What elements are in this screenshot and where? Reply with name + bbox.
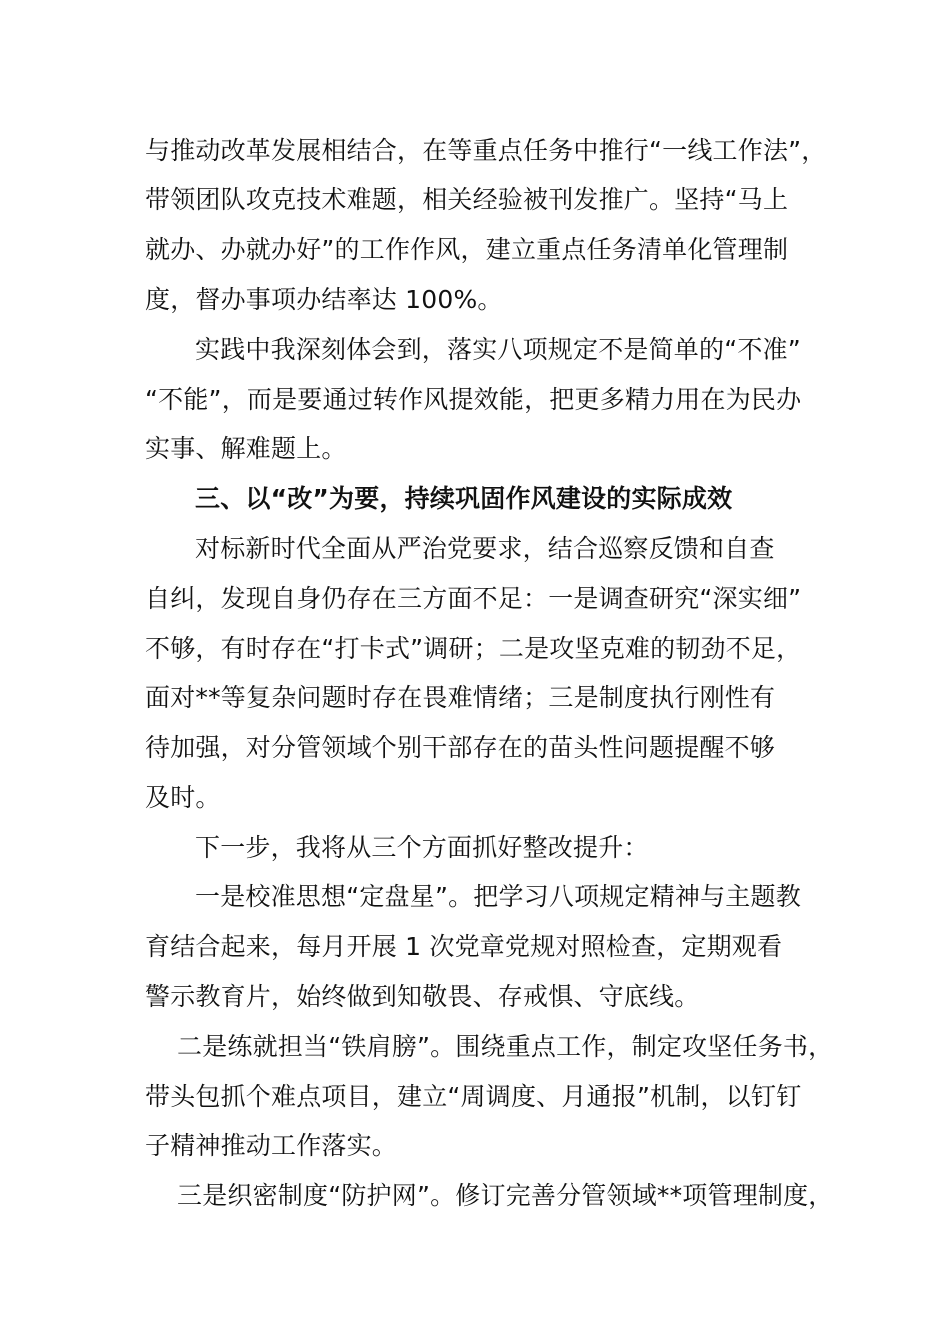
text-line-15: 下一步，我将从三个方面抓好整改提升：	[195, 833, 649, 862]
text-line-18: 警示教育片，始终做到知敬畏、存戒惧、守底线。	[145, 982, 700, 1011]
text-line-14: 及时。	[145, 783, 221, 812]
text-line-17: 育结合起来，每月开展 1 次党章党规对照检查，定期观看	[145, 932, 783, 961]
text-line-3: 就办、办就办好”的工作作风，建立重点任务清单化管理制	[145, 235, 789, 264]
text-line-1: 与推动改革发展相结合，在等重点任务中推行“一线工作法”，	[145, 136, 827, 165]
text-line-2: 带领团队攻克技术难题，相关经验被刊发推广。坚持“马上	[145, 185, 789, 214]
text-line-20: 带头包抓个难点项目，建立“周调度、月通报”机制，以钉钉	[145, 1082, 802, 1111]
text-line-13: 待加强，对分管领域个别干部存在的苗头性问题提醒不够	[145, 733, 776, 762]
text-line-19: 二是练就担当“铁肩膀”。围绕重点工作，制定攻坚任务书，	[177, 1032, 834, 1061]
text-line-21: 子精神推动工作落实。	[145, 1131, 398, 1160]
text-line-10: 自纠，发现自身仍存在三方面不足：一是调查研究“深实细”	[145, 584, 802, 613]
text-line-11: 不够，有时存在“打卡式”调研；二是攻坚克难的韧劲不足，	[145, 634, 802, 663]
text-line-4: 度，督办事项办结率达 100%。	[145, 285, 503, 314]
text-line-16: 一是校准思想“定盘星”。把学习八项规定精神与主题教	[195, 882, 801, 911]
text-line-9: 对标新时代全面从严治党要求，结合巡察反馈和自查	[195, 534, 775, 563]
text-line-6: “不能”，而是要通过转作风提效能，把更多精力用在为民办	[145, 385, 802, 414]
text-line-7: 实事、解难题上。	[145, 434, 347, 463]
text-line-5: 实践中我深刻体会到，落实八项规定不是简单的“不准”	[195, 335, 801, 364]
text-line-22: 三是织密制度“防护网”。修订完善分管领域**项管理制度，	[177, 1181, 834, 1210]
text-line-12: 面对**等复杂问题时存在畏难情绪；三是制度执行刚性有	[145, 683, 776, 712]
section-heading: 三、以“改”为要，持续巩固作风建设的实际成效	[195, 484, 733, 513]
